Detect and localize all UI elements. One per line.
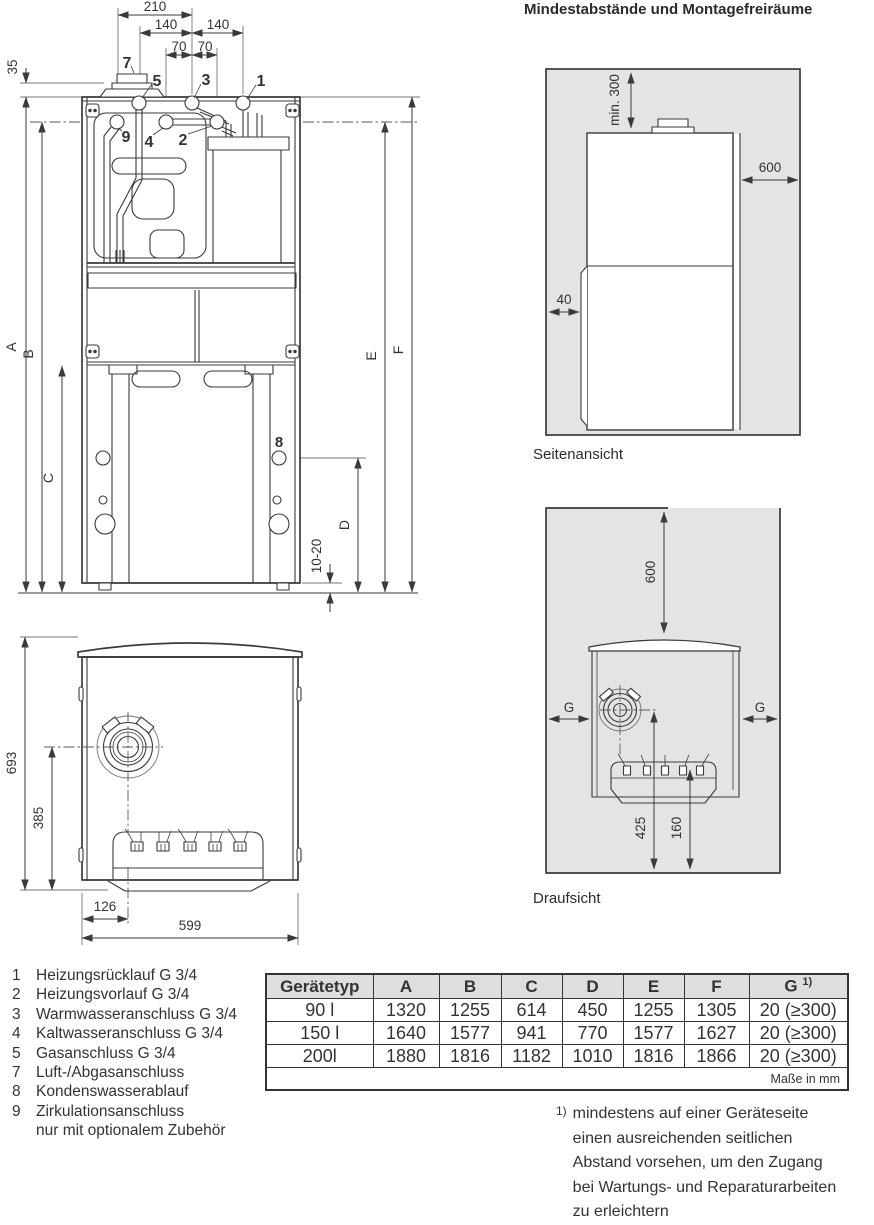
side-view-caption: Seitenansicht [533,446,624,463]
dim-g-left: G [563,700,575,715]
legend-text: Gasanschluss G 3/4 [36,1044,176,1062]
dim-letter-c: C [40,472,56,484]
conn-label-3: 3 [201,72,211,89]
legend-num: 4 [12,1025,21,1043]
legend-item [8,1102,237,1121]
dim-g-right: G [754,700,766,715]
dim-10-20: 10-20 [309,538,324,574]
conn-label-4: 4 [144,134,154,151]
legend-item [8,1005,237,1024]
legend-num: 2 [12,986,21,1004]
connection-legend [8,966,237,1141]
table-cell: 1627 [684,1022,749,1045]
table-cell: 20 (≥300) [749,999,848,1022]
table-cell: 20 (≥300) [749,1022,848,1045]
dim-693: 693 [4,751,19,775]
legend-text: nur mit optionalem Zubehör [36,1122,226,1140]
legend-text: Zirkulationsanschluss [36,1102,185,1120]
table-header-b: B [439,974,501,999]
table-header-g: G $^{1)}$ [749,974,848,999]
table-header-device-type: Gerätetyp [266,974,373,999]
dim-600-top: 600 [643,560,658,584]
front-view-drawing [18,8,420,593]
legend-text: Kondenswasserablauf [36,1083,189,1101]
table-cell: 1010 [562,1045,623,1068]
legend-num [8,1121,36,1140]
table-cell: 1255 [439,999,501,1022]
table-cell: 1816 [439,1045,501,1068]
legend-text: Luft-/Abgasanschluss [36,1064,185,1082]
table-row [266,1022,848,1045]
table-row [266,999,848,1022]
legend-text: Heizungsrücklauf G 3/4 [36,967,198,984]
legend-item [8,1082,237,1101]
table-header-d: D [562,974,623,999]
top-view-caption: Draufsicht [533,890,601,907]
page-title: Mindestabstände und Montagefreiräume [524,1,813,18]
legend-num: 1 [12,967,21,984]
legend-item [8,1044,237,1063]
dim-599: 599 [178,918,202,933]
table-cell: 1255 [623,999,684,1022]
table-cell-device: 150 l [266,1022,373,1045]
legend-text: Warmwasseranschluss G 3/4 [36,1005,237,1023]
table-cell: 1866 [684,1045,749,1068]
dim-425: 425 [633,816,648,840]
dim-210: 210 [143,0,167,14]
table-header-e: E [623,974,684,999]
conn-label-5: 5 [152,73,162,90]
legend-num: 5 [12,1044,21,1062]
legend-item [8,1121,237,1140]
dim-600-side: 600 [758,160,782,175]
legend-num: 9 [12,1102,21,1120]
dim-40: 40 [556,292,572,307]
table-cell: 450 [562,999,623,1022]
dim-letter-f: F [390,345,406,355]
footnote-line: einen ausreichenden seitlichen [572,1129,793,1147]
footnote-line: Abstand vorsehen, um den Zugang [572,1154,823,1172]
dim-min-300: min. 300 [607,74,622,126]
table-header-row [266,974,848,999]
legend-item [8,1024,237,1043]
conn-label-9: 9 [121,129,131,146]
dim-70-right: 70 [197,39,213,54]
footnote [556,1102,836,1225]
table-header-c: C [501,974,562,999]
side-view-drawing [546,69,800,435]
plan-view-drawing [4,637,302,945]
dim-126: 126 [93,899,117,914]
dim-letter-a: A [3,342,19,352]
footnote-line: mindestens auf einer Geräteseite [572,1105,809,1122]
table-units-note: Maße in mm [266,1068,848,1091]
conn-label-2: 2 [178,132,188,149]
table-cell-device: 90 l [266,999,373,1022]
dim-letter-d: D [336,519,352,531]
legend-num: 7 [12,1064,21,1082]
footnote-line: bei Wartungs- und Reparaturarbeiten [572,1178,837,1196]
legend-num: 8 [12,1083,21,1101]
footnote-ref: 1) [802,976,813,989]
conn-label-7: 7 [122,55,132,72]
dimensions-table [265,973,849,1091]
dim-385: 385 [31,806,46,830]
footnote-marker: 1) [556,1104,567,1118]
legend-item [8,1063,237,1082]
conn-label-8: 8 [274,434,284,451]
table-cell: 1816 [623,1045,684,1068]
table-row [266,1045,848,1068]
table-cell: 1577 [623,1022,684,1045]
dim-140-right: 140 [206,17,230,32]
table-footer-row [266,1068,848,1091]
table-cell: 1577 [439,1022,501,1045]
table-cell: 1640 [373,1022,439,1045]
table-cell: 1320 [373,999,439,1022]
table-cell: 770 [562,1022,623,1045]
legend-text: Heizungsvorlauf G 3/4 [36,986,190,1004]
conn-label-1: 1 [256,73,266,90]
footnote-line: zu erleichtern [572,1203,669,1221]
dim-letter-e: E [363,351,379,361]
legend-text: Kaltwasseranschluss G 3/4 [36,1025,223,1043]
dim-35: 35 [5,59,20,75]
dim-140-left: 140 [154,17,178,32]
top-view-drawing [546,508,780,873]
legend-num: 3 [12,1005,21,1023]
table-cell: 1182 [501,1045,562,1068]
table-cell-device: 200l [266,1045,373,1068]
table-cell: 20 (≥300) [749,1045,848,1068]
legend-item [8,985,237,1004]
table-cell: 1305 [684,999,749,1022]
footnote-text [573,1102,837,1225]
legend-item [8,966,237,985]
table-header-a: A [373,974,439,999]
dim-letter-b: B [20,349,36,359]
table-cell: 614 [501,999,562,1022]
dim-70-left: 70 [171,39,187,54]
table-cell: 1880 [373,1045,439,1068]
table-header-f: F [684,974,749,999]
table-cell: 941 [501,1022,562,1045]
dim-160: 160 [669,816,684,840]
